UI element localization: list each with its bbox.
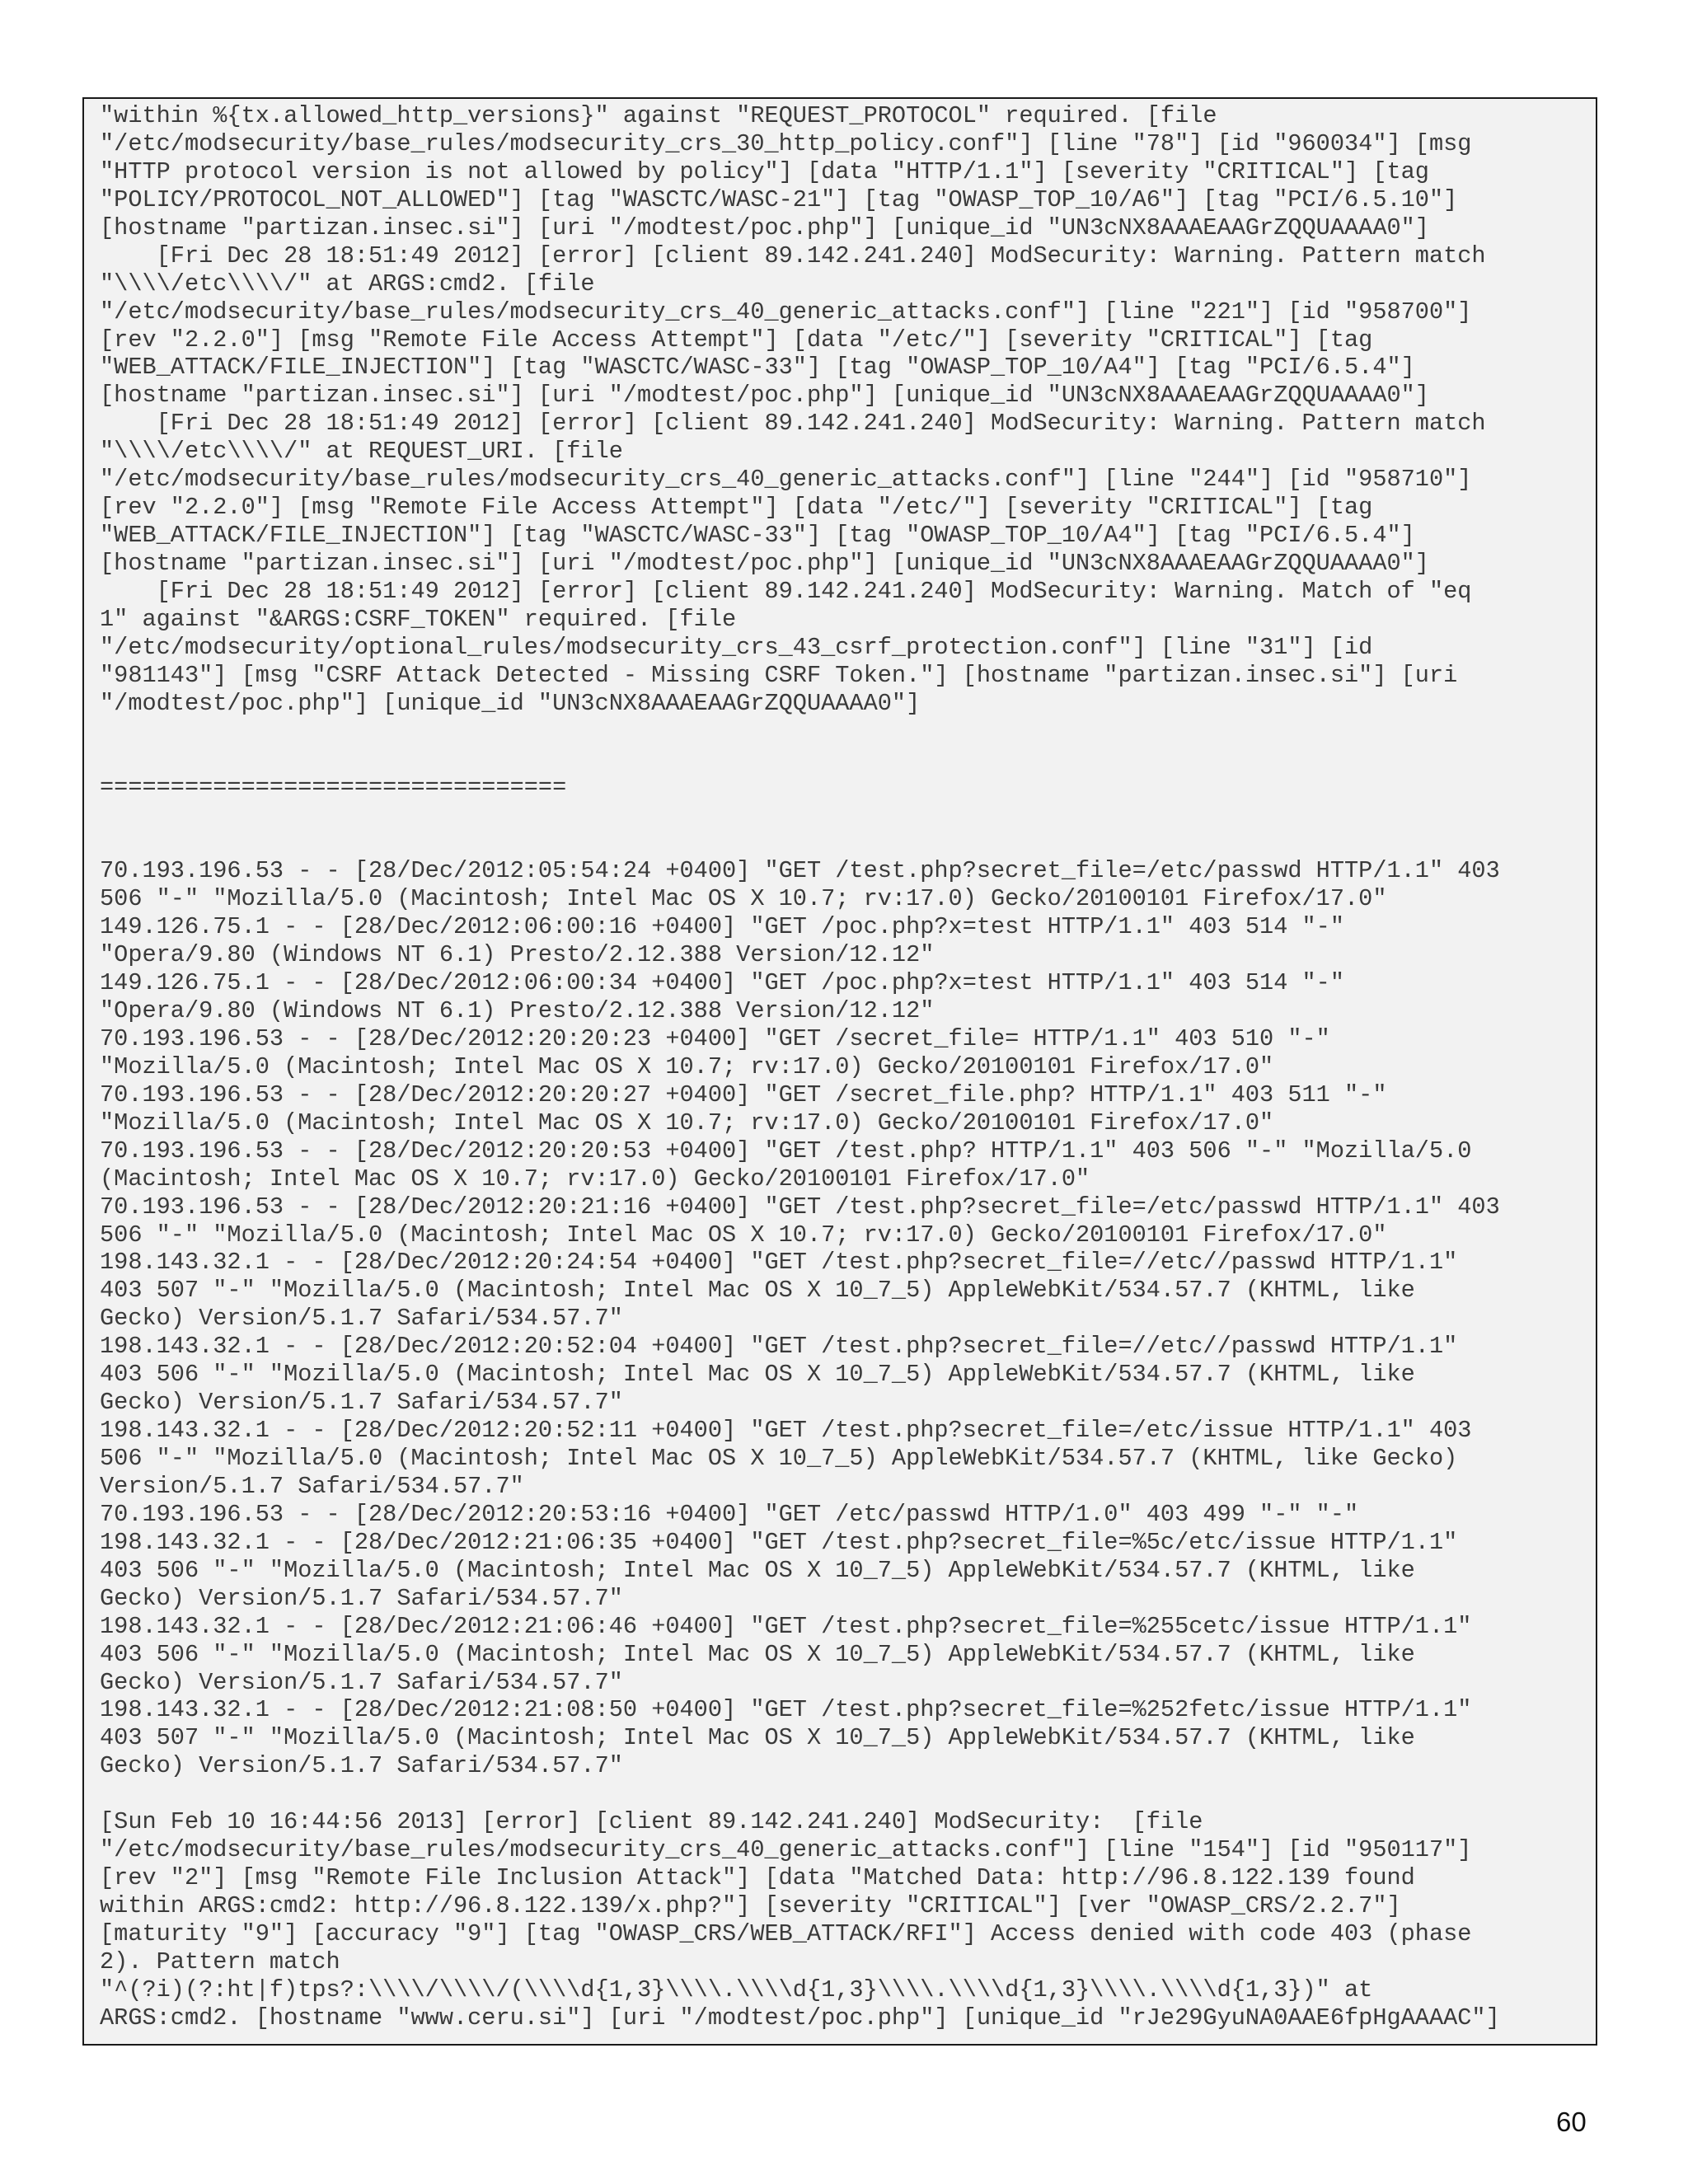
log-listing-box xyxy=(82,97,1597,2046)
log-text: "within %{tx.allowed_http_versions}" against "REQUEST_PROTOCOL" required. [file "/etc/modsecurity/base_rules/modsecurity_crs_30_http_policy.conf"] [line "78"] [id "960034"] [msg "HTTP protocol version is not allowed by policy"] [data "HTTP/1.1"] [severity "CRITICAL"] [tag "POLICY/PROTOCOL_NOT_ALLOWED"] [tag "WASCTC/WASC-21"] [tag "OWASP_TOP_10/A6"] [tag "PCI/6.5.10"] [hostname "partizan.insec.si"] [uri "/modtest/poc.php"] [unique_id "UN3cNX8AAAEAAGrZQQUAAAA0"] [Fri Dec 28 18:51:49 2012] [error] [client 89.142.241.240] ModSecurity: Warning. Pattern match "\\\\/etc\\\\/" at ARGS:cmd2. [file "/etc/modsecurity/base_rules/modsecurity_crs_40_generic_attacks.conf"] [line "221"] [id "958700"] [rev "2.2.0"] [msg "Remote File Access Attempt"] [data "/etc/"] [severity "CRITICAL"] [tag "WEB_ATTACK/FILE_INJECTION"] [tag "WASCTC/WASC-33"] [tag "OWASP_TOP_10/A4"] [tag "PCI/6.5.4"] [hostname "partizan.insec.si"] [uri "/modtest/poc.php"] [unique_id "UN3cNX8AAAEAAGrZQQUAAAA0"] [Fri Dec 28 18:51:49 2012] [error] [client 89.142.241.240] ModSecurity: Warning. Pattern match "\\\\/etc\\\\/" at REQUEST_URI. [file "/etc/modsecurity/base_rules/modsecurity_crs_40_generic_attacks.conf"] [line "244"] [id "958710"] [rev "2.2.0"] [msg "Remote File Access Attempt"] [data "/etc/"] [severity "CRITICAL"] [tag "WEB_ATTACK/FILE_INJECTION"] [tag "WASCTC/WASC-33"] [tag "OWASP_TOP_10/A4"] [tag "PCI/6.5.4"] [hostname "partizan.insec.si"] [uri "/modtest/poc.php"] [unique_id "UN3cNX8AAAEAAGrZQQUAAAA0"] [Fri Dec 28 18:51:49 2012] [error] [client 89.142.241.240] ModSecurity: Warning. Match of "eq 1" against "&ARGS:CSRF_TOKEN" required. [file "/etc/modsecurity/optional_rules/modsecurity_crs_43_csrf_protection.conf"] [line "31"] [id "981143"] [msg "CSRF Attack Detected - Missing CSRF Token."] [hostname "partizan.insec.si"] [uri "/modtest/poc.php"] [unique_id "UN3cNX8AAAEAAGrZQQUAAAA0"] ================================= 70.193.196.53 - - [28/Dec/2012:05:54:24 +0400] "GET /test.php?secret_file=/etc/passwd HTTP/1.1" 403 506 "-" "Mozilla/5.0 (Macintosh; Intel Mac OS X 10.7; rv:17.0) Gecko/20100101 Firefox/17.0" 149.126.75.1 - - [28/Dec/2012:06:00:16 +0400] "GET /poc.php?x=test HTTP/1.1" 403 514 "-" "Opera/9.80 (Windows NT 6.1) Presto/2.12.388 Version/12.12" 149.126.75.1 - - [28/Dec/2012:06:00:34 +0400] "GET /poc.php?x=test HTTP/1.1" 403 514 "-" "Opera/9.80 (Windows NT 6.1) Presto/2.12.388 Version/12.12" 70.193.196.53 - - [28/Dec/2012:20:20:23 +0400] "GET /secret_file= HTTP/1.1" 403 510 "-" "Mozilla/5.0 (Macintosh; Intel Mac OS X 10.7; rv:17.0) Gecko/20100101 Firefox/17.0" 70.193.196.53 - - [28/Dec/2012:20:20:27 +0400] "GET /secret_file.php? HTTP/1.1" 403 511 "-" "Mozilla/5.0 (Macintosh; Intel Mac OS X 10.7; rv:17.0) Gecko/20100101 Firefox/17.0" 70.193.196.53 - - [28/Dec/2012:20:20:53 +0400] "GET /test.php? HTTP/1.1" 403 506 "-" "Mozilla/5.0 (Macintosh; Intel Mac OS X 10.7; rv:17.0) Gecko/20100101 Firefox/17.0" 70.193.196.53 - - [28/Dec/2012:20:21:16 +0400] "GET /test.php?secret_file=/etc/passwd HTTP/1.1" 403 506 "-" "Mozilla/5.0 (Macintosh; Intel Mac OS X 10.7; rv:17.0) Gecko/20100101 Firefox/17.0" 198.143.32.1 - - [28/Dec/2012:20:24:54 +0400] "GET /test.php?secret_file=//etc//passwd HTTP/1.1" 403 507 "-" "Mozilla/5.0 (Macintosh; Intel Mac OS X 10_7_5) AppleWebKit/534.57.7 (KHTML, like Gecko) Version/5.1.7 Safari/534.57.7" 198.143.32.1 - - [28/Dec/2012:20:52:04 +0400] "GET /test.php?secret_file=//etc//passwd HTTP/1.1" 403 506 "-" "Mozilla/5.0 (Macintosh; Intel Mac OS X 10_7_5) AppleWebKit/534.57.7 (KHTML, like Gecko) Version/5.1.7 Safari/534.57.7" 198.143.32.1 - - [28/Dec/2012:20:52:11 +0400] "GET /test.php?secret_file=/etc/issue HTTP/1.1" 403 506 "-" "Mozilla/5.0 (Macintosh; Intel Mac OS X 10_7_5) AppleWebKit/534.57.7 (KHTML, like Gecko) Version/5.1.7 Safari/534.57.7" 70.193.196.53 - - [28/Dec/2012:20:53:16 +0400] "GET /etc/passwd HTTP/1.0" 403 499 "-" "-" 198.143.32.1 - - [28/Dec/2012:21:06:35 +0400] "GET /test.php?secret_file=%5c/etc/issue HTTP/1.1" 403 506 "-" "Mozilla/5.0 (Macintosh; Intel Mac OS X 10_7_5) AppleWebKit/534.57.7 (KHTML, like Gecko) Version/5.1.7 Safari/534.57.7" 198.143.32.1 - - [28/Dec/2012:21:06:46 +0400] "GET /test.php?secret_file=%255cetc/issue HTTP/1.1" 403 506 "-" "Mozilla/5.0 (Macintosh; Intel Mac OS X 10_7_5) AppleWebKit/534.57.7 (KHTML, like Gecko) Version/5.1.7 Safari/534.57.7" 198.143.32.1 - - [28/Dec/2012:21:08:50 +0400] "GET /test.php?secret_file=%252fetc/issue HTTP/1.1" 403 507 "-" "Mozilla/5.0 (Macintosh; Intel Mac OS X 10_7_5) AppleWebKit/534.57.7 (KHTML, like Gecko) Version/5.1.7 Safari/534.57.7" [Sun Feb 10 16:44:56 2013] [error] [client 89.142.241.240] ModSecurity: [file "/etc/modsecurity/base_rules/modsecurity_crs_40_generic_attacks.conf"] [line "154"] [id "950117"] [rev "2"] [msg "Remote File Inclusion Attack"] [data "Matched Data: http://96.8.122.139 found within ARGS:cmd2: http://96.8.122.139/x.php?"] [severity "CRITICAL"] [ver "OWASP_CRS/2.2.7"] [maturity "9"] [accuracy "9"] [tag "OWASP_CRS/WEB_ATTACK/RFI"] Access denied with code 403 (phase 2). Pattern match "^(?i)(?:ht|f)tps?:\\\\/\\\\/(\\\\d{1,3}\\\\.\\\\d{1,3}\\\\.\\\\d{1,3}\\\\.\\\\d{1,3})" at ARGS:cmd2. [hostname "www.ceru.si"] [uri "/modtest/poc.php"] [unique_id "rJe29GyuNA0AAE6fpHgAAAAC"] xyxy=(100,102,1500,2032)
page-number: 60 xyxy=(1556,2107,1587,2137)
